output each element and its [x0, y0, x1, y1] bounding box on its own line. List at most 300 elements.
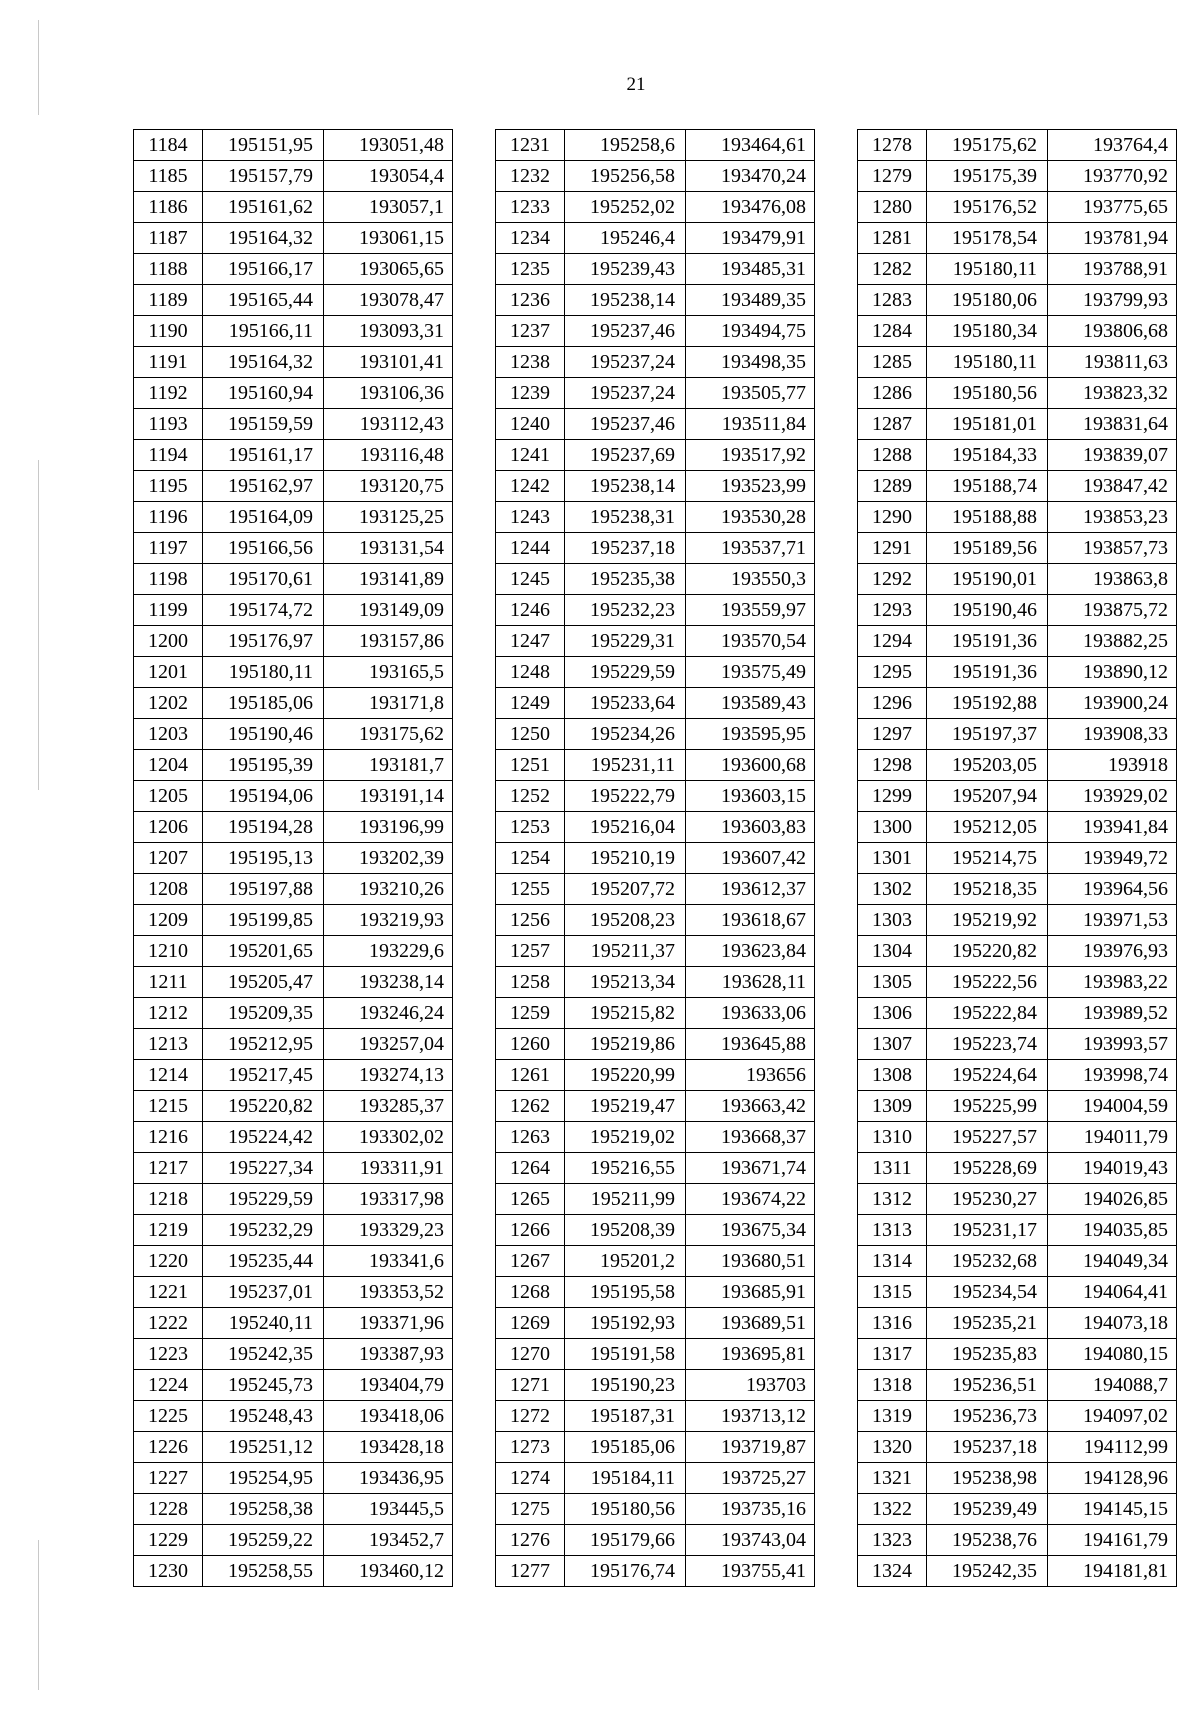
point-number-cell: 1198	[134, 564, 203, 595]
y-coordinate-cell: 193823,32	[1048, 378, 1177, 409]
y-coordinate-cell: 194026,85	[1048, 1184, 1177, 1215]
x-coordinate-cell: 195180,11	[927, 254, 1048, 285]
table-row	[496, 657, 815, 688]
y-coordinate-cell: 193689,51	[686, 1308, 815, 1339]
table-row	[858, 595, 1177, 626]
table-row	[858, 1091, 1177, 1122]
y-coordinate-cell: 193998,74	[1048, 1060, 1177, 1091]
x-coordinate-cell: 195231,17	[927, 1215, 1048, 1246]
table-row	[858, 130, 1177, 161]
x-coordinate-cell: 195224,42	[203, 1122, 324, 1153]
x-coordinate-cell: 195203,05	[927, 750, 1048, 781]
y-coordinate-cell: 193078,47	[324, 285, 453, 316]
table-row	[496, 936, 815, 967]
point-number-cell: 1303	[858, 905, 927, 936]
x-coordinate-cell: 195223,74	[927, 1029, 1048, 1060]
table-row	[496, 1432, 815, 1463]
point-number-cell: 1306	[858, 998, 927, 1029]
y-coordinate-cell: 193663,42	[686, 1091, 815, 1122]
point-number-cell: 1270	[496, 1339, 565, 1370]
x-coordinate-cell: 195237,24	[565, 347, 686, 378]
x-coordinate-cell: 195211,99	[565, 1184, 686, 1215]
table-row	[134, 378, 453, 409]
y-coordinate-cell: 193623,84	[686, 936, 815, 967]
x-coordinate-cell: 195222,56	[927, 967, 1048, 998]
y-coordinate-cell: 193941,84	[1048, 812, 1177, 843]
x-coordinate-cell: 195220,82	[203, 1091, 324, 1122]
margin-line-top	[38, 20, 39, 115]
y-coordinate-cell: 193743,04	[686, 1525, 815, 1556]
x-coordinate-cell: 195164,32	[203, 347, 324, 378]
point-number-cell: 1197	[134, 533, 203, 564]
point-number-cell: 1273	[496, 1432, 565, 1463]
y-coordinate-cell: 193093,31	[324, 316, 453, 347]
y-coordinate-cell: 193523,99	[686, 471, 815, 502]
point-number-cell: 1308	[858, 1060, 927, 1091]
point-number-cell: 1219	[134, 1215, 203, 1246]
x-coordinate-cell: 195236,51	[927, 1370, 1048, 1401]
point-number-cell: 1302	[858, 874, 927, 905]
point-number-cell: 1267	[496, 1246, 565, 1277]
point-number-cell: 1188	[134, 254, 203, 285]
y-coordinate-cell: 193157,86	[324, 626, 453, 657]
y-coordinate-cell: 193806,68	[1048, 316, 1177, 347]
table-row	[858, 1153, 1177, 1184]
y-coordinate-cell: 193570,54	[686, 626, 815, 657]
margin-line-bottom	[38, 1540, 39, 1690]
point-number-cell: 1206	[134, 812, 203, 843]
x-coordinate-cell: 195237,24	[565, 378, 686, 409]
point-number-cell: 1262	[496, 1091, 565, 1122]
table-row	[496, 1246, 815, 1277]
table-row	[496, 967, 815, 998]
point-number-cell: 1234	[496, 223, 565, 254]
table-row	[134, 719, 453, 750]
table-row	[496, 440, 815, 471]
x-coordinate-cell: 195195,13	[203, 843, 324, 874]
point-number-cell: 1243	[496, 502, 565, 533]
y-coordinate-cell: 194161,79	[1048, 1525, 1177, 1556]
y-coordinate-cell: 193600,68	[686, 750, 815, 781]
y-coordinate-cell: 193101,41	[324, 347, 453, 378]
table-row	[496, 1463, 815, 1494]
point-number-cell: 1295	[858, 657, 927, 688]
table-row	[496, 719, 815, 750]
x-coordinate-cell: 195229,59	[203, 1184, 324, 1215]
x-coordinate-cell: 195208,39	[565, 1215, 686, 1246]
point-number-cell: 1305	[858, 967, 927, 998]
table-row	[858, 719, 1177, 750]
table-row	[496, 843, 815, 874]
table-row	[496, 285, 815, 316]
table-row	[134, 1029, 453, 1060]
point-number-cell: 1299	[858, 781, 927, 812]
x-coordinate-cell: 195164,09	[203, 502, 324, 533]
point-number-cell: 1318	[858, 1370, 927, 1401]
y-coordinate-cell: 193285,37	[324, 1091, 453, 1122]
table-row	[134, 595, 453, 626]
point-number-cell: 1298	[858, 750, 927, 781]
y-coordinate-cell: 193054,4	[324, 161, 453, 192]
x-coordinate-cell: 195238,76	[927, 1525, 1048, 1556]
table-row	[496, 1370, 815, 1401]
x-coordinate-cell: 195191,36	[927, 657, 1048, 688]
x-coordinate-cell: 195197,37	[927, 719, 1048, 750]
point-number-cell: 1185	[134, 161, 203, 192]
point-number-cell: 1237	[496, 316, 565, 347]
y-coordinate-cell: 193713,12	[686, 1401, 815, 1432]
x-coordinate-cell: 195232,23	[565, 595, 686, 626]
y-coordinate-cell: 193645,88	[686, 1029, 815, 1060]
y-coordinate-cell: 193618,67	[686, 905, 815, 936]
x-coordinate-cell: 195231,11	[565, 750, 686, 781]
point-number-cell: 1274	[496, 1463, 565, 1494]
point-number-cell: 1211	[134, 967, 203, 998]
y-coordinate-cell: 193900,24	[1048, 688, 1177, 719]
y-coordinate-cell: 193799,93	[1048, 285, 1177, 316]
point-number-cell: 1250	[496, 719, 565, 750]
y-coordinate-cell: 194145,15	[1048, 1494, 1177, 1525]
point-number-cell: 1214	[134, 1060, 203, 1091]
x-coordinate-cell: 195225,99	[927, 1091, 1048, 1122]
x-coordinate-cell: 195248,43	[203, 1401, 324, 1432]
table-row	[134, 347, 453, 378]
x-coordinate-cell: 195210,19	[565, 843, 686, 874]
point-number-cell: 1301	[858, 843, 927, 874]
table-row	[134, 1153, 453, 1184]
x-coordinate-cell: 195164,32	[203, 223, 324, 254]
table-row	[496, 1153, 815, 1184]
table-row	[134, 130, 453, 161]
table-row	[496, 564, 815, 595]
table-row	[134, 998, 453, 1029]
y-coordinate-cell: 193875,72	[1048, 595, 1177, 626]
y-coordinate-cell: 194064,41	[1048, 1277, 1177, 1308]
table-row	[858, 1277, 1177, 1308]
table-row	[858, 657, 1177, 688]
y-coordinate-cell: 193210,26	[324, 874, 453, 905]
y-coordinate-cell: 193181,7	[324, 750, 453, 781]
point-number-cell: 1194	[134, 440, 203, 471]
table-row	[496, 1122, 815, 1153]
y-coordinate-cell: 193775,65	[1048, 192, 1177, 223]
table-row	[134, 1122, 453, 1153]
x-coordinate-cell: 195195,58	[565, 1277, 686, 1308]
y-coordinate-cell: 193603,83	[686, 812, 815, 843]
table-row	[858, 626, 1177, 657]
table-row	[134, 192, 453, 223]
table-row	[858, 1308, 1177, 1339]
table-row	[134, 409, 453, 440]
point-number-cell: 1324	[858, 1556, 927, 1587]
point-number-cell: 1287	[858, 409, 927, 440]
x-coordinate-cell: 195227,57	[927, 1122, 1048, 1153]
table-row	[496, 595, 815, 626]
point-number-cell: 1225	[134, 1401, 203, 1432]
point-number-cell: 1233	[496, 192, 565, 223]
point-number-cell: 1238	[496, 347, 565, 378]
point-number-cell: 1279	[858, 161, 927, 192]
y-coordinate-cell: 194080,15	[1048, 1339, 1177, 1370]
x-coordinate-cell: 195184,33	[927, 440, 1048, 471]
table-row	[858, 254, 1177, 285]
table-row	[858, 378, 1177, 409]
point-number-cell: 1281	[858, 223, 927, 254]
point-number-cell: 1218	[134, 1184, 203, 1215]
table-row	[134, 1060, 453, 1091]
point-number-cell: 1229	[134, 1525, 203, 1556]
y-coordinate-cell: 193112,43	[324, 409, 453, 440]
point-number-cell: 1204	[134, 750, 203, 781]
point-number-cell: 1296	[858, 688, 927, 719]
point-number-cell: 1323	[858, 1525, 927, 1556]
table-row	[496, 502, 815, 533]
table-row	[134, 1525, 453, 1556]
y-coordinate-cell: 193171,8	[324, 688, 453, 719]
y-coordinate-cell: 193116,48	[324, 440, 453, 471]
point-number-cell: 1254	[496, 843, 565, 874]
y-coordinate-cell: 194128,96	[1048, 1463, 1177, 1494]
table-row	[496, 1029, 815, 1060]
coordinate-table-3	[857, 129, 1177, 1587]
y-coordinate-cell: 193603,15	[686, 781, 815, 812]
point-number-cell: 1310	[858, 1122, 927, 1153]
x-coordinate-cell: 195178,54	[927, 223, 1048, 254]
table-row	[858, 874, 1177, 905]
table-row	[134, 688, 453, 719]
y-coordinate-cell: 193051,48	[324, 130, 453, 161]
table-row	[858, 1122, 1177, 1153]
table-row	[496, 192, 815, 223]
y-coordinate-cell: 194011,79	[1048, 1122, 1177, 1153]
point-number-cell: 1213	[134, 1029, 203, 1060]
point-number-cell: 1187	[134, 223, 203, 254]
x-coordinate-cell: 195242,35	[927, 1556, 1048, 1587]
x-coordinate-cell: 195235,21	[927, 1308, 1048, 1339]
y-coordinate-cell: 194049,34	[1048, 1246, 1177, 1277]
table-row	[134, 316, 453, 347]
y-coordinate-cell: 194097,02	[1048, 1401, 1177, 1432]
point-number-cell: 1268	[496, 1277, 565, 1308]
point-number-cell: 1220	[134, 1246, 203, 1277]
y-coordinate-cell: 193550,3	[686, 564, 815, 595]
table-row	[496, 750, 815, 781]
point-number-cell: 1222	[134, 1308, 203, 1339]
point-number-cell: 1300	[858, 812, 927, 843]
table-row	[496, 1277, 815, 1308]
point-number-cell: 1252	[496, 781, 565, 812]
table-row	[496, 812, 815, 843]
table-row	[858, 1184, 1177, 1215]
point-number-cell: 1244	[496, 533, 565, 564]
table-row	[496, 1556, 815, 1587]
x-coordinate-cell: 195161,62	[203, 192, 324, 223]
table-row	[858, 192, 1177, 223]
point-number-cell: 1207	[134, 843, 203, 874]
table-row	[858, 440, 1177, 471]
x-coordinate-cell: 195235,38	[565, 564, 686, 595]
table-row	[858, 1370, 1177, 1401]
point-number-cell: 1293	[858, 595, 927, 626]
point-number-cell: 1191	[134, 347, 203, 378]
table-row	[496, 1525, 815, 1556]
x-coordinate-cell: 195176,52	[927, 192, 1048, 223]
x-coordinate-cell: 195207,94	[927, 781, 1048, 812]
y-coordinate-cell: 193918	[1048, 750, 1177, 781]
y-coordinate-cell: 193436,95	[324, 1463, 453, 1494]
y-coordinate-cell: 193428,18	[324, 1432, 453, 1463]
y-coordinate-cell: 193452,7	[324, 1525, 453, 1556]
point-number-cell: 1263	[496, 1122, 565, 1153]
table-row	[858, 688, 1177, 719]
table-row	[858, 1494, 1177, 1525]
x-coordinate-cell: 195259,22	[203, 1525, 324, 1556]
table-row	[134, 1308, 453, 1339]
table-row	[134, 533, 453, 564]
point-number-cell: 1223	[134, 1339, 203, 1370]
table-row	[134, 905, 453, 936]
y-coordinate-cell: 193404,79	[324, 1370, 453, 1401]
y-coordinate-cell: 193735,16	[686, 1494, 815, 1525]
x-coordinate-cell: 195245,73	[203, 1370, 324, 1401]
y-coordinate-cell: 193353,52	[324, 1277, 453, 1308]
y-coordinate-cell: 193674,22	[686, 1184, 815, 1215]
point-number-cell: 1288	[858, 440, 927, 471]
y-coordinate-cell: 193612,37	[686, 874, 815, 905]
coordinate-table-2	[495, 129, 815, 1587]
x-coordinate-cell: 195224,64	[927, 1060, 1048, 1091]
table-row	[134, 1339, 453, 1370]
y-coordinate-cell: 193517,92	[686, 440, 815, 471]
x-coordinate-cell: 195229,31	[565, 626, 686, 657]
y-coordinate-cell: 193196,99	[324, 812, 453, 843]
x-coordinate-cell: 195207,72	[565, 874, 686, 905]
x-coordinate-cell: 195166,11	[203, 316, 324, 347]
x-coordinate-cell: 195219,02	[565, 1122, 686, 1153]
table-row	[134, 1401, 453, 1432]
y-coordinate-cell: 193589,43	[686, 688, 815, 719]
x-coordinate-cell: 195160,94	[203, 378, 324, 409]
table-row	[496, 316, 815, 347]
x-coordinate-cell: 195258,38	[203, 1494, 324, 1525]
y-coordinate-cell: 193857,73	[1048, 533, 1177, 564]
x-coordinate-cell: 195232,68	[927, 1246, 1048, 1277]
table-row	[858, 1556, 1177, 1587]
x-coordinate-cell: 195234,54	[927, 1277, 1048, 1308]
table-row	[134, 1494, 453, 1525]
table-row	[496, 1401, 815, 1432]
point-number-cell: 1285	[858, 347, 927, 378]
x-coordinate-cell: 195180,56	[927, 378, 1048, 409]
point-number-cell: 1255	[496, 874, 565, 905]
table-row	[858, 347, 1177, 378]
y-coordinate-cell: 193175,62	[324, 719, 453, 750]
y-coordinate-cell: 193065,65	[324, 254, 453, 285]
point-number-cell: 1312	[858, 1184, 927, 1215]
y-coordinate-cell: 193302,02	[324, 1122, 453, 1153]
point-number-cell: 1192	[134, 378, 203, 409]
x-coordinate-cell: 195188,74	[927, 471, 1048, 502]
margin-line-middle	[38, 460, 39, 790]
y-coordinate-cell: 193839,07	[1048, 440, 1177, 471]
x-coordinate-cell: 195214,75	[927, 843, 1048, 874]
x-coordinate-cell: 195238,31	[565, 502, 686, 533]
y-coordinate-cell: 193494,75	[686, 316, 815, 347]
x-coordinate-cell: 195174,72	[203, 595, 324, 626]
point-number-cell: 1248	[496, 657, 565, 688]
x-coordinate-cell: 195185,06	[203, 688, 324, 719]
table-row	[134, 874, 453, 905]
point-number-cell: 1266	[496, 1215, 565, 1246]
table-row	[496, 905, 815, 936]
table-row	[858, 1339, 1177, 1370]
point-number-cell: 1316	[858, 1308, 927, 1339]
table-row	[496, 409, 815, 440]
y-coordinate-cell: 193983,22	[1048, 967, 1177, 998]
x-coordinate-cell: 195151,95	[203, 130, 324, 161]
table-row	[134, 626, 453, 657]
table-row	[134, 750, 453, 781]
table-row	[134, 440, 453, 471]
x-coordinate-cell: 195258,55	[203, 1556, 324, 1587]
table-row	[496, 1215, 815, 1246]
x-coordinate-cell: 195185,06	[565, 1432, 686, 1463]
point-number-cell: 1319	[858, 1401, 927, 1432]
point-number-cell: 1215	[134, 1091, 203, 1122]
point-number-cell: 1289	[858, 471, 927, 502]
x-coordinate-cell: 195213,34	[565, 967, 686, 998]
x-coordinate-cell: 195220,99	[565, 1060, 686, 1091]
x-coordinate-cell: 195251,12	[203, 1432, 324, 1463]
x-coordinate-cell: 195233,64	[565, 688, 686, 719]
point-number-cell: 1265	[496, 1184, 565, 1215]
y-coordinate-cell: 193559,97	[686, 595, 815, 626]
table-row	[858, 285, 1177, 316]
table-row	[134, 843, 453, 874]
x-coordinate-cell: 195242,35	[203, 1339, 324, 1370]
y-coordinate-cell: 193311,91	[324, 1153, 453, 1184]
x-coordinate-cell: 195195,39	[203, 750, 324, 781]
x-coordinate-cell: 195180,11	[203, 657, 324, 688]
y-coordinate-cell: 193460,12	[324, 1556, 453, 1587]
table-row	[496, 1339, 815, 1370]
x-coordinate-cell: 195201,65	[203, 936, 324, 967]
x-coordinate-cell: 195190,46	[203, 719, 324, 750]
table-row	[858, 843, 1177, 874]
y-coordinate-cell: 193575,49	[686, 657, 815, 688]
point-number-cell: 1193	[134, 409, 203, 440]
x-coordinate-cell: 195175,62	[927, 130, 1048, 161]
x-coordinate-cell: 195212,95	[203, 1029, 324, 1060]
y-coordinate-cell: 193853,23	[1048, 502, 1177, 533]
y-coordinate-cell: 193057,1	[324, 192, 453, 223]
y-coordinate-cell: 194019,43	[1048, 1153, 1177, 1184]
y-coordinate-cell: 193061,15	[324, 223, 453, 254]
y-coordinate-cell: 193329,23	[324, 1215, 453, 1246]
table-row	[496, 347, 815, 378]
x-coordinate-cell: 195216,55	[565, 1153, 686, 1184]
y-coordinate-cell: 193628,11	[686, 967, 815, 998]
y-coordinate-cell: 193847,42	[1048, 471, 1177, 502]
table-row	[134, 936, 453, 967]
table-row	[134, 1277, 453, 1308]
x-coordinate-cell: 195208,23	[565, 905, 686, 936]
table-row	[134, 1432, 453, 1463]
y-coordinate-cell: 193537,71	[686, 533, 815, 564]
x-coordinate-cell: 195184,11	[565, 1463, 686, 1494]
x-coordinate-cell: 195159,59	[203, 409, 324, 440]
x-coordinate-cell: 195201,2	[565, 1246, 686, 1277]
